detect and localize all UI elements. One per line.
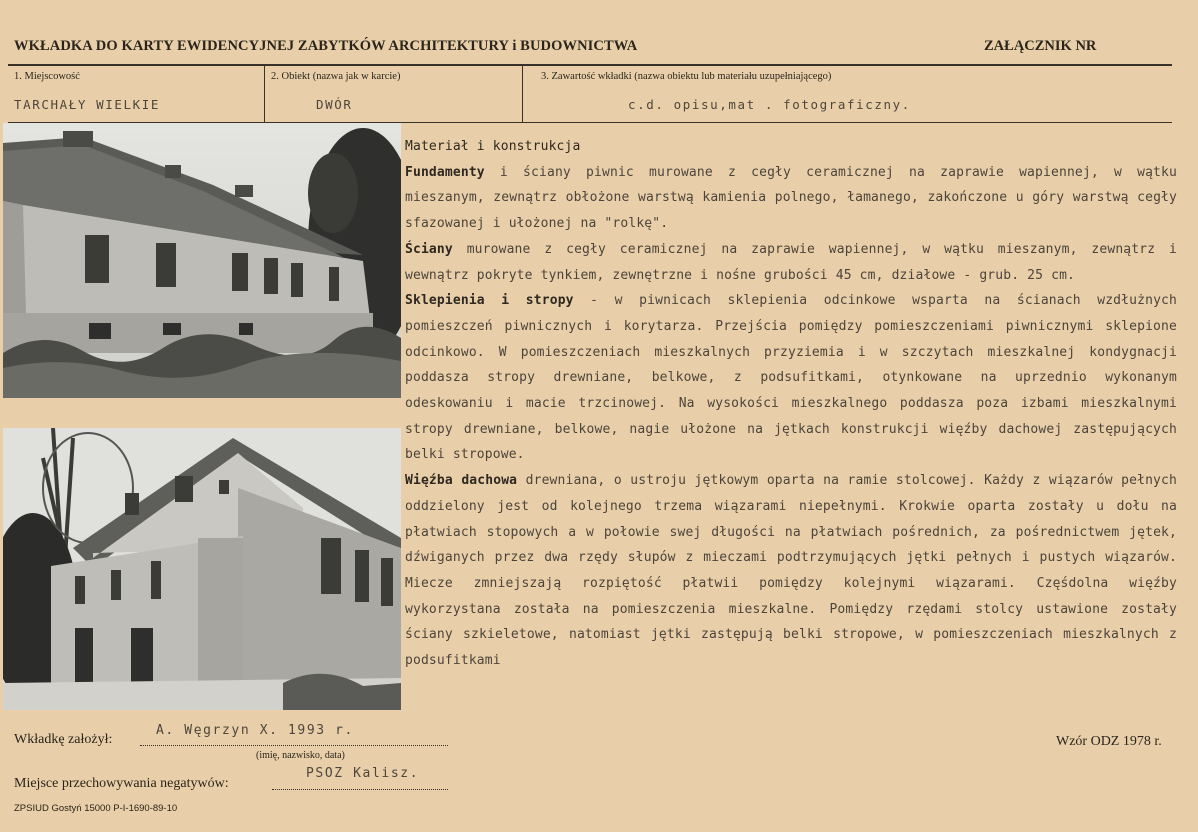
term-roof-truss: Więźba dachowa <box>405 473 518 489</box>
term-foundations: Fundamenty <box>405 164 485 180</box>
field-divider-2 <box>522 66 523 122</box>
founder-value: A. Węgrzyn X. 1993 r. <box>156 723 354 738</box>
field-contents-value: c.d. opisu,mat . fotograficzny. <box>628 97 911 112</box>
header-rule <box>8 64 1172 66</box>
field-divider-1 <box>264 66 265 122</box>
paragraph-foundations <box>405 160 1177 237</box>
attachment-number-label: ZAŁĄCZNIK NR <box>984 38 1097 54</box>
field-locality-value: TARCHAŁY WIELKIE <box>14 97 161 112</box>
paragraph-walls <box>405 237 1177 288</box>
storage-value: PSOZ Kalisz. <box>306 766 420 781</box>
section-heading: Materiał i konstrukcja <box>405 139 581 154</box>
founder-line <box>140 745 448 746</box>
text-foundations: i ściany piwnic murowane z cegły ceramicznej na zaprawie wapiennej, w wątku mieszanym, zewnątrz obłożone warstwą kamienia polnego, łamanego, zakończone u góry warstwą cegły sfazowanej i ułożonej na "rolkę". <box>405 164 1177 232</box>
printer-imprint: ZPSIUD Gostyń 15000 P-I-1690-89-10 <box>14 803 178 814</box>
founder-label: Wkładkę założył: <box>14 732 113 747</box>
text-walls: murowane z cegły ceramicznej na zaprawie wapiennej, w wątku mieszanym, zewnątrz i wewnątrz pokryte tynkiem, zewnętrzne i nośne grubości 45 cm, działowe - grub. 25 cm. <box>405 241 1177 283</box>
field-contents-label: 3. Zawartość wkładki (nazwa obiektu lub materiału uzupełniającego) <box>541 71 832 82</box>
manor-facade-photo <box>3 123 401 398</box>
paragraph-vaults <box>405 288 1177 468</box>
form-reference: Wzór ODZ 1978 r. <box>1056 734 1162 749</box>
text-roof-truss: drewniana, o ustroju jętkowym oparta na ramie stolcowej. Każdy z wiązarów pełnych oddzielony jest od kolejnego trzema wiązarami niepełnymi. Krokwie oparta zostały u dołu na płatwiach stopowych a w połowie swej długości na płatwiach pośrednich, za pośrednictwem jętek, dźwiganych przez dwa rzędy słupów z mieczami podtrzymujących jętki pełnych i pustych wiązarów. Miecze zmniejszają rozpiętość płatwii pomiędzy kolejnymi wiązarami. Częśdolna więźby wykorzystana została na pomieszczenia mieszkalne. Pomiędzy rzędami stolcy ustawione zostały ściany szkieletowe, natomiast jętki zastępują belki stropowe, w pomieszczeniach mieszkalnych z podsufitkami <box>405 473 1177 669</box>
form-title: WKŁADKA DO KARTY EWIDENCYJNEJ ZABYTKÓW ARCHITEKTURY i BUDOWNICTWA <box>14 38 638 54</box>
manor-gable-photo <box>3 428 401 710</box>
description-body <box>405 134 1177 674</box>
term-walls: Ściany <box>405 241 453 257</box>
storage-line <box>272 789 448 790</box>
field-object-value: DWÓR <box>316 97 353 112</box>
field-locality-label: 1. Miejscowość <box>14 71 80 82</box>
text-vaults: - w piwnicach sklepienia odcinkowe wsparta na ścianach wzdłużnych pomieszczeń piwnicznych i korytarza. Przejścia pomiędzy pomieszczeniami piwnicznymi sklepione odcinkowo. W pomieszczeniach mieszkalnych przyziemia i w szczytach mieszkalnej kondygnacji poddasza stropy drewniane, belkowe, z podsufitkami, otynkowane na uprzednio wykonanym odeskowaniu i macie trzcinowej. Na wysokości mieszkalnego poddasza poza izbami mieszkalnymi stropy drewniane, belkowe, nagie ułożone na jętkach konstrukcji więźby dachowej zastępujących belki stropowe. <box>405 293 1177 463</box>
storage-label: Miejsce przechowywania negatywów: <box>14 776 229 791</box>
founder-hint: (imię, nazwisko, data) <box>256 750 345 761</box>
field-object-label: 2. Obiekt (nazwa jak w karcie) <box>271 71 401 82</box>
paragraph-roof-truss <box>405 468 1177 674</box>
term-vaults: Sklepienia i stropy <box>405 293 574 309</box>
